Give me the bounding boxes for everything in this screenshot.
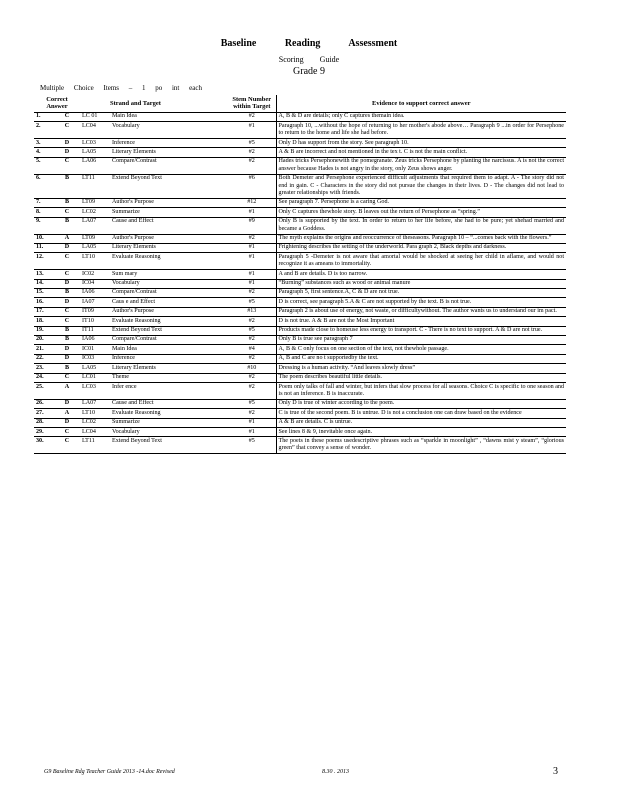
target-name: Main Idea bbox=[110, 345, 228, 354]
target-name: Compare/Contrast bbox=[110, 157, 228, 174]
target-code: IT11 bbox=[80, 326, 110, 335]
evidence-text: A & B are incorrect and not mentioned in the tex t. C is not the main conflict. bbox=[276, 148, 566, 157]
correct-answer: C bbox=[54, 270, 80, 279]
target-name: Compare/Contrast bbox=[110, 288, 228, 297]
evidence-text: See paragraph 7. Persephone is a caring God. bbox=[276, 198, 566, 207]
correct-answer: C bbox=[54, 112, 80, 121]
target-code: IA06 bbox=[80, 335, 110, 344]
target-code: LC 01 bbox=[80, 112, 110, 121]
stem-number: #1 bbox=[228, 208, 276, 217]
stem-number: #1 bbox=[228, 418, 276, 427]
table-row bbox=[34, 217, 566, 234]
stem-number: #2 bbox=[228, 112, 276, 121]
correct-answer: D bbox=[54, 345, 80, 354]
question-number: 26. bbox=[34, 399, 54, 408]
target-name: Vocabulary bbox=[110, 279, 228, 288]
table-row bbox=[34, 354, 566, 363]
header-strand-target: Strand and Target bbox=[80, 95, 228, 112]
target-code: LT09 bbox=[80, 234, 110, 243]
stem-number: #5 bbox=[228, 139, 276, 148]
table-row bbox=[34, 364, 566, 373]
evidence-text: Paragraph 2 is about use of energy, not waste, or difficultywithout. The author wants us to understand our im pact. bbox=[276, 307, 566, 316]
target-name: Inference bbox=[110, 139, 228, 148]
question-number: 1. bbox=[34, 112, 54, 121]
question-number: 27. bbox=[34, 409, 54, 418]
table-row bbox=[34, 112, 566, 121]
page-number: 3 bbox=[553, 766, 558, 777]
evidence-text: A, B & C only focus on one section of the text, not thewhole passage. bbox=[276, 345, 566, 354]
target-code: LT09 bbox=[80, 198, 110, 207]
evidence-text: A and B are details. D is too narrow. bbox=[276, 270, 566, 279]
correct-answer: D bbox=[54, 354, 80, 363]
stem-number: #1 bbox=[228, 270, 276, 279]
correct-answer: C bbox=[54, 157, 80, 174]
table-row bbox=[34, 234, 566, 243]
table-row bbox=[34, 198, 566, 207]
target-code: LC02 bbox=[80, 208, 110, 217]
target-name: Vocabulary bbox=[110, 122, 228, 139]
evidence-text: Hades tricks Persephonewith the pomegranate. Zeus tricks Persephone by planting the narcissus. A is not the correct answer because Hades is not angry in the story, only Zeus shows anger. bbox=[276, 157, 566, 174]
table-row bbox=[34, 208, 566, 217]
question-number: 9. bbox=[34, 217, 54, 234]
correct-answer: D bbox=[54, 279, 80, 288]
correct-answer: C bbox=[54, 122, 80, 139]
target-code: LT10 bbox=[80, 253, 110, 270]
target-name: Sum mary bbox=[110, 270, 228, 279]
target-code: IT09 bbox=[80, 307, 110, 316]
correct-answer: B bbox=[54, 364, 80, 373]
target-code: LC04 bbox=[80, 428, 110, 437]
correct-answer: A bbox=[54, 409, 80, 418]
evidence-text: Paragraph 5 -Demeter is not aware that amortal would be shocked at seeing her child in aflame, and would not recognize it as ameans to immortality. bbox=[276, 253, 566, 270]
question-number: 12. bbox=[34, 253, 54, 270]
grade-label: Grade 9 bbox=[293, 66, 325, 77]
evidence-text: Poem only talks of fall and winter, but infers that slow process for all seasons. Choice C is specific to one season and is not an inference. B is inaccurate. bbox=[276, 383, 566, 400]
document-title: Baseline Reading Assessment bbox=[220, 38, 398, 49]
table-row bbox=[34, 418, 566, 427]
stem-number: #2 bbox=[228, 317, 276, 326]
evidence-text: Only D has support from the story. See paragraph 10. bbox=[276, 139, 566, 148]
stem-number: #1 bbox=[228, 243, 276, 252]
header-correct-answer: Correct Answer bbox=[34, 95, 80, 112]
correct-answer: C bbox=[54, 437, 80, 454]
table-row bbox=[34, 437, 566, 454]
stem-number: #5 bbox=[228, 399, 276, 408]
target-code: LA07 bbox=[80, 217, 110, 234]
target-name: Literary Elements bbox=[110, 148, 228, 157]
target-code: IC03 bbox=[80, 354, 110, 363]
evidence-text: Paragraph 5, first sentence.A, C & D are not true. bbox=[276, 288, 566, 297]
target-name: Author's Purpose bbox=[110, 234, 228, 243]
stem-number: #2 bbox=[228, 383, 276, 400]
header-stem-number: Stem Number within Target bbox=[228, 95, 276, 112]
stem-number: #13 bbox=[228, 307, 276, 316]
evidence-text: Only C captures thewhole story. B leaves out the return of Persephone as “spring.” bbox=[276, 208, 566, 217]
question-number: 15. bbox=[34, 288, 54, 297]
target-name: Author's Purpose bbox=[110, 307, 228, 316]
table-row bbox=[34, 270, 566, 279]
evidence-text: C is true of the second poem. B is untrue. D is not a conclusion one can draw based on the evidence bbox=[276, 409, 566, 418]
target-code: LT10 bbox=[80, 409, 110, 418]
table-row bbox=[34, 157, 566, 174]
table-row bbox=[34, 399, 566, 408]
table-row bbox=[34, 253, 566, 270]
target-code: IC01 bbox=[80, 345, 110, 354]
table-row bbox=[34, 288, 566, 297]
question-number: 8. bbox=[34, 208, 54, 217]
target-code: LC03 bbox=[80, 139, 110, 148]
target-name: Cause and Effect bbox=[110, 399, 228, 408]
evidence-text: D is not true. A & B are not the Most Important bbox=[276, 317, 566, 326]
target-code: IA07 bbox=[80, 298, 110, 307]
stem-number: #4 bbox=[228, 345, 276, 354]
question-number: 11. bbox=[34, 243, 54, 252]
correct-answer: B bbox=[54, 198, 80, 207]
header-evidence: Evidence to support correct answer bbox=[276, 95, 566, 112]
question-number: 21. bbox=[34, 345, 54, 354]
stem-number: #10 bbox=[228, 364, 276, 373]
evidence-text: A, B & D are details; only C captures themain idea. bbox=[276, 112, 566, 121]
stem-number: #2 bbox=[228, 148, 276, 157]
evidence-text: Products made close to homeuse less energy to transport. C - There is no text to support. A & D are not true. bbox=[276, 326, 566, 335]
correct-answer: D bbox=[54, 298, 80, 307]
question-number: 17. bbox=[34, 307, 54, 316]
target-code: LT11 bbox=[80, 437, 110, 454]
question-number: 16. bbox=[34, 298, 54, 307]
correct-answer: B bbox=[54, 335, 80, 344]
target-code: IA06 bbox=[80, 288, 110, 297]
question-number: 5. bbox=[34, 157, 54, 174]
correct-answer: B bbox=[54, 288, 80, 297]
question-number: 20. bbox=[34, 335, 54, 344]
target-code: LC04 bbox=[80, 122, 110, 139]
table-row bbox=[34, 428, 566, 437]
question-number: 30. bbox=[34, 437, 54, 454]
target-code: LC01 bbox=[80, 373, 110, 382]
stem-number: #1 bbox=[228, 428, 276, 437]
question-number: 29. bbox=[34, 428, 54, 437]
correct-answer: C bbox=[54, 428, 80, 437]
target-name: Vocabulary bbox=[110, 428, 228, 437]
table-header-row bbox=[34, 95, 566, 112]
question-number: 23. bbox=[34, 364, 54, 373]
target-name: Theme bbox=[110, 373, 228, 382]
scoring-table bbox=[34, 95, 566, 454]
question-number: 13. bbox=[34, 270, 54, 279]
evidence-text: Paragraph 10, ...without the hope of returning to her mother's abode above… Paragraph 9 ...in order for Persephone to return to the home and life she had before. bbox=[276, 122, 566, 139]
question-number: 7. bbox=[34, 198, 54, 207]
correct-answer: A bbox=[54, 383, 80, 400]
evidence-text: The poem describes beautiful little details. bbox=[276, 373, 566, 382]
question-number: 24. bbox=[34, 373, 54, 382]
table-row bbox=[34, 122, 566, 139]
footer-document-name: G9 Baseline Rdg Teacher Guide 2013 -14.doc Revised bbox=[44, 769, 175, 775]
correct-answer: D bbox=[54, 148, 80, 157]
evidence-text: Frightening describes the setting of the underworld. Para graph 2, Black depths and darkness. bbox=[276, 243, 566, 252]
target-name: Evaluate Reasoning bbox=[110, 317, 228, 326]
table-row bbox=[34, 409, 566, 418]
target-code: LA05 bbox=[80, 148, 110, 157]
target-name: Summarize bbox=[110, 208, 228, 217]
stem-number: #1 bbox=[228, 253, 276, 270]
target-code: LT11 bbox=[80, 174, 110, 198]
evidence-text: Only B is supported by the text. In order to return to her life before, she had to be pure; yet shehad married and became a Goddess. bbox=[276, 217, 566, 234]
stem-number: #5 bbox=[228, 437, 276, 454]
target-code: LA06 bbox=[80, 157, 110, 174]
target-name: Cause and Effect bbox=[110, 217, 228, 234]
stem-number: #12 bbox=[228, 198, 276, 207]
table-row bbox=[34, 345, 566, 354]
evidence-text: A & B are details. C is untrue. bbox=[276, 418, 566, 427]
table-row bbox=[34, 373, 566, 382]
target-code: IC04 bbox=[80, 279, 110, 288]
question-number: 28. bbox=[34, 418, 54, 427]
target-name: Infer ence bbox=[110, 383, 228, 400]
evidence-text: D is correct, see paragraph 5.A & C are not supported by the text. B is not true. bbox=[276, 298, 566, 307]
correct-answer: C bbox=[54, 208, 80, 217]
target-name: Extend Beyond Text bbox=[110, 437, 228, 454]
target-code: IT10 bbox=[80, 317, 110, 326]
question-number: 3. bbox=[34, 139, 54, 148]
stem-number: #1 bbox=[228, 279, 276, 288]
correct-answer: D bbox=[54, 418, 80, 427]
evidence-text: Dressing is a human activity. “And leaves slowly dress” bbox=[276, 364, 566, 373]
target-code: IC02 bbox=[80, 270, 110, 279]
table-row bbox=[34, 148, 566, 157]
question-number: 2. bbox=[34, 122, 54, 139]
table-row bbox=[34, 326, 566, 335]
correct-answer: C bbox=[54, 373, 80, 382]
target-name: Compare/Contrast bbox=[110, 335, 228, 344]
question-number: 19. bbox=[34, 326, 54, 335]
target-name: Caus e and Effect bbox=[110, 298, 228, 307]
target-code: LA07 bbox=[80, 399, 110, 408]
correct-answer: C bbox=[54, 317, 80, 326]
evidence-text: Only B is true see paragraph 7 bbox=[276, 335, 566, 344]
target-code: LA05 bbox=[80, 364, 110, 373]
target-code: LA05 bbox=[80, 243, 110, 252]
evidence-text: A, B and C are no t supportedby the text. bbox=[276, 354, 566, 363]
target-name: Main Idea bbox=[110, 112, 228, 121]
evidence-text: “Burning” substances such as wood or animal manure bbox=[276, 279, 566, 288]
correct-answer: D bbox=[54, 399, 80, 408]
evidence-text: The poets in these poems usedescriptive phrases such as “sparkle in moonlight” , “dawns mist y steam”, “glorious green” that convey a sense of wonder. bbox=[276, 437, 566, 454]
target-name: Literary Elements bbox=[110, 364, 228, 373]
stem-number: #1 bbox=[228, 122, 276, 139]
table-row bbox=[34, 139, 566, 148]
correct-answer: B bbox=[54, 217, 80, 234]
correct-answer: B bbox=[54, 326, 80, 335]
stem-number: #2 bbox=[228, 288, 276, 297]
target-name: Evaluate Reasoning bbox=[110, 253, 228, 270]
table-row bbox=[34, 174, 566, 198]
target-code: LC02 bbox=[80, 418, 110, 427]
target-name: Literary Elements bbox=[110, 243, 228, 252]
correct-answer: D bbox=[54, 139, 80, 148]
document-subtitle: Scoring Guide bbox=[278, 55, 340, 64]
stem-number: #2 bbox=[228, 409, 276, 418]
stem-number: #6 bbox=[228, 174, 276, 198]
table-row bbox=[34, 243, 566, 252]
table-row bbox=[34, 317, 566, 326]
target-name: Inference bbox=[110, 354, 228, 363]
question-number: 22. bbox=[34, 354, 54, 363]
stem-number: #5 bbox=[228, 326, 276, 335]
table-row bbox=[34, 307, 566, 316]
question-number: 6. bbox=[34, 174, 54, 198]
stem-number: #2 bbox=[228, 373, 276, 382]
stem-number: #2 bbox=[228, 234, 276, 243]
table-row bbox=[34, 335, 566, 344]
stem-number: #9 bbox=[228, 217, 276, 234]
stem-number: #2 bbox=[228, 157, 276, 174]
table-row bbox=[34, 383, 566, 400]
evidence-text: See lines 8 & 9, inevitable once again. bbox=[276, 428, 566, 437]
evidence-text: The myth explains the origins and reoccurrence of theseasons. Paragraph 10 – “...comes back with the flowers.” bbox=[276, 234, 566, 243]
correct-answer: A bbox=[54, 234, 80, 243]
target-name: Extend Beyond Text bbox=[110, 174, 228, 198]
table-row bbox=[34, 298, 566, 307]
question-number: 25. bbox=[34, 383, 54, 400]
target-name: Extend Beyond Text bbox=[110, 326, 228, 335]
question-number: 4. bbox=[34, 148, 54, 157]
target-name: Summarize bbox=[110, 418, 228, 427]
stem-number: #2 bbox=[228, 354, 276, 363]
question-number: 14. bbox=[34, 279, 54, 288]
evidence-text: Both Demeter and Persephone experienced difficult adjustments that required them to adapt. A - The story did not end in gain. C - Characters in the story did not pursue the changes in their lives. D - The changes did not lead to greater relationships with friends. bbox=[276, 174, 566, 198]
correct-answer: B bbox=[54, 174, 80, 198]
footer-date: 8.30 . 2013 bbox=[322, 769, 349, 775]
stem-number: #5 bbox=[228, 298, 276, 307]
multiple-choice-note: Multiple Choice Items – 1 po int each bbox=[40, 84, 202, 92]
correct-answer: D bbox=[54, 243, 80, 252]
question-number: 10. bbox=[34, 234, 54, 243]
correct-answer: C bbox=[54, 307, 80, 316]
target-name: Evaluate Reasoning bbox=[110, 409, 228, 418]
evidence-text: Only D is true of winter according to the poem. bbox=[276, 399, 566, 408]
target-code: LC03 bbox=[80, 383, 110, 400]
target-name: Author's Purpose bbox=[110, 198, 228, 207]
stem-number: #2 bbox=[228, 335, 276, 344]
question-number: 18. bbox=[34, 317, 54, 326]
correct-answer: C bbox=[54, 253, 80, 270]
table-row bbox=[34, 279, 566, 288]
table-body bbox=[34, 112, 566, 453]
